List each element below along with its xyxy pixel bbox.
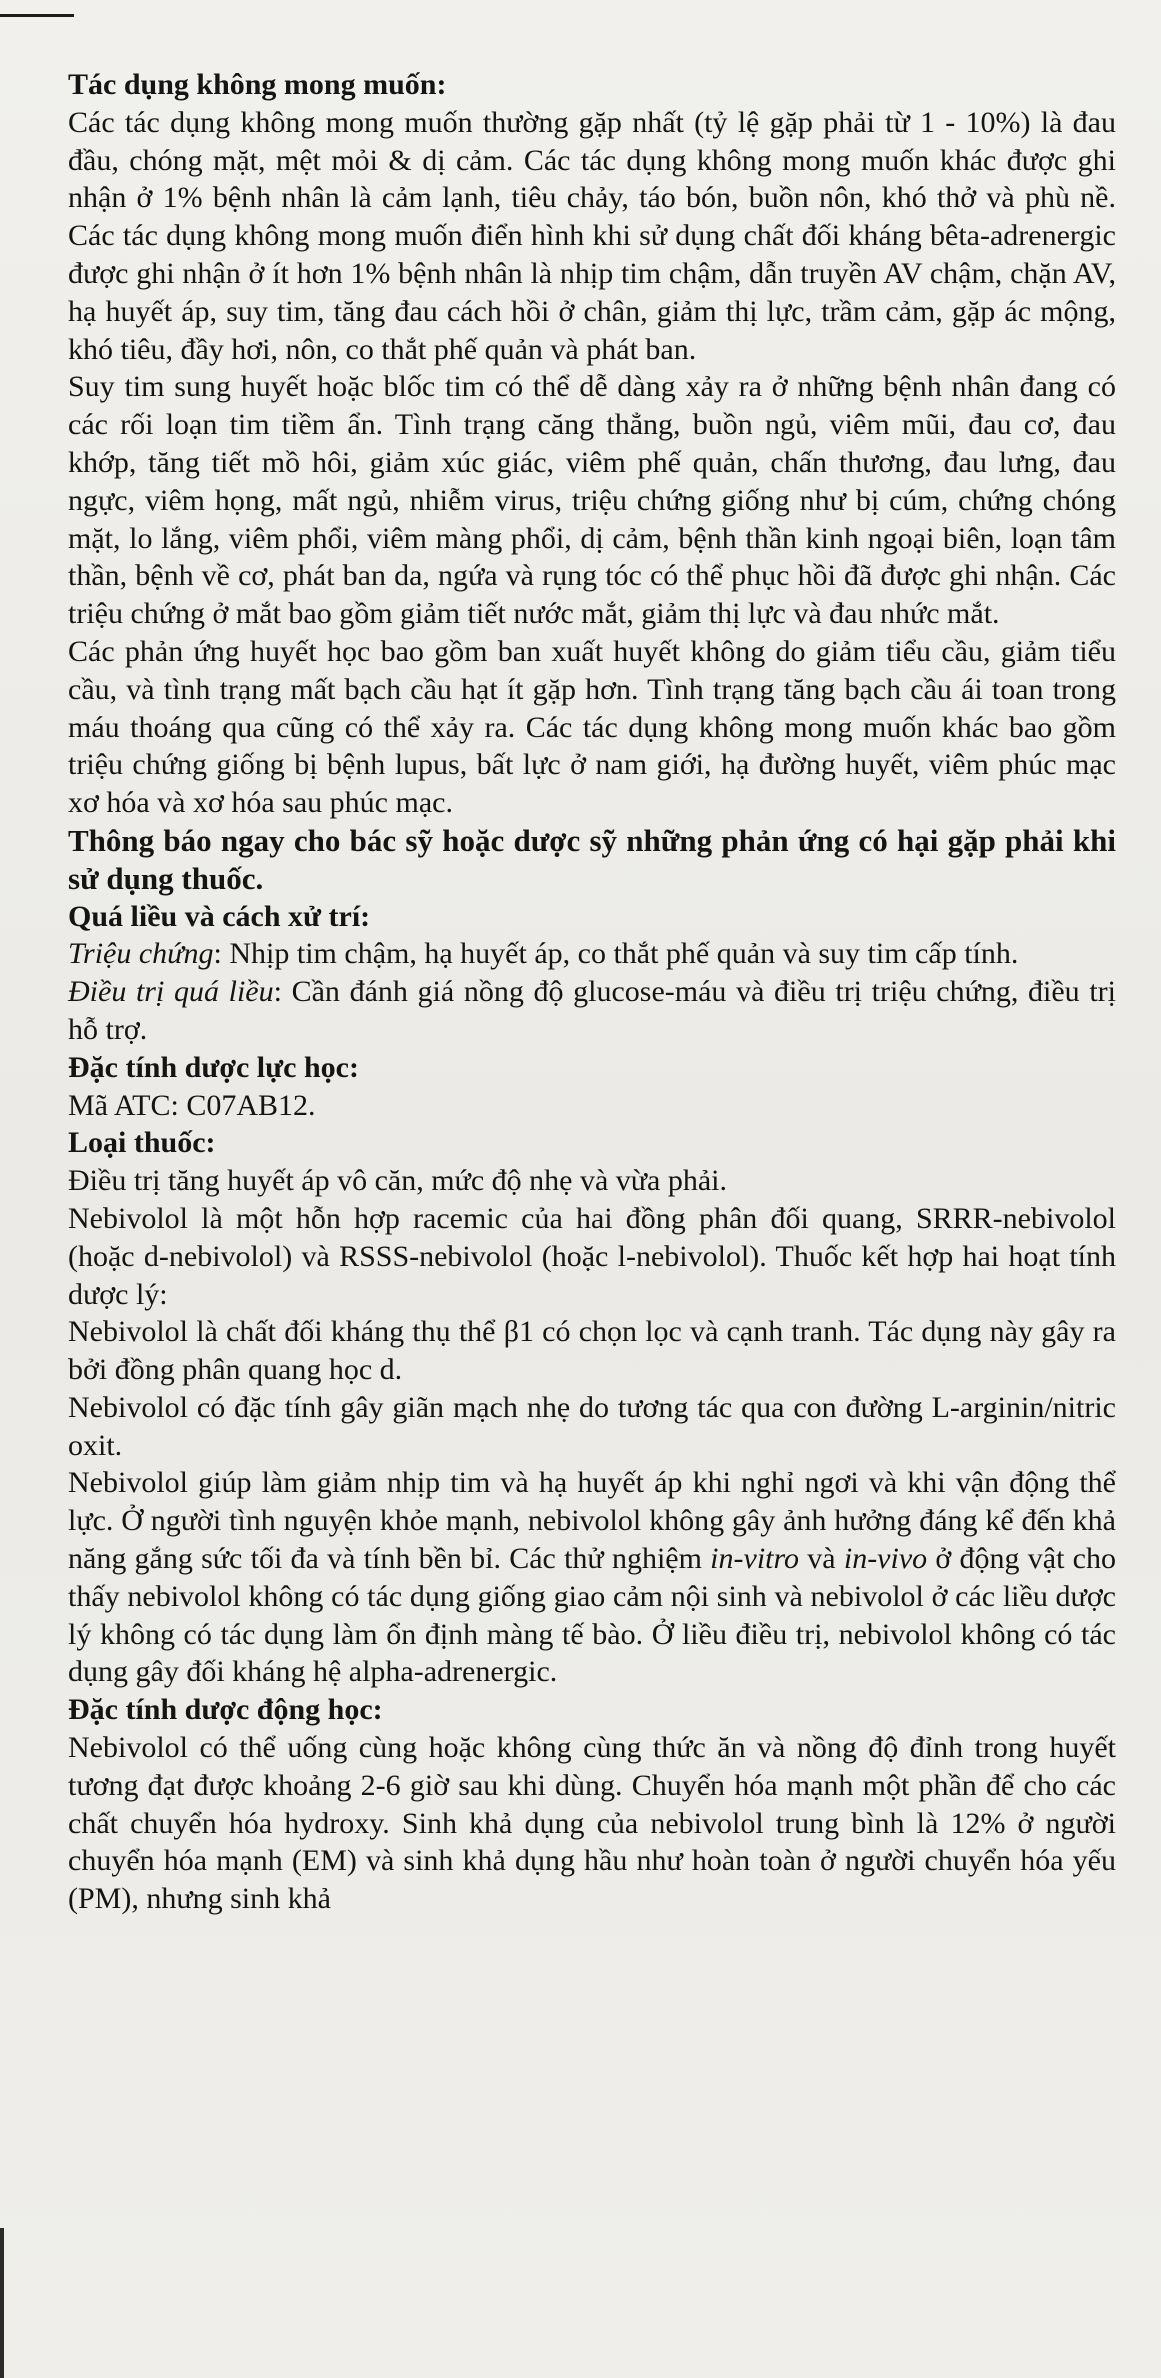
drug-class-paragraph-4: Nebivolol có đặc tính gây giãn mạch nhẹ do tương tác qua con đường L-arginin/nitric oxit. (68, 1390, 1116, 1462)
symptoms-label: Triệu chứng (68, 937, 214, 971)
drug-class-paragraph-2: Nebivolol là một hỗn hợp racemic của hai đồng phân đối quang, SRRR-nebivolol (hoặc d-nebivolol) và RSSS-nebivolol (hoặc l-nebivolol). Thuốc kết hợp hai hoạt tính dược lý: (68, 1201, 1116, 1311)
atc-code: Mã ATC: C07AB12. (68, 1088, 316, 1122)
pharmacokinetics-heading: Đặc tính dược động học: (68, 1693, 383, 1727)
treatment-label: Điều trị quá liều (68, 975, 274, 1009)
overdose-heading: Quá liều và cách xử trí: (68, 899, 371, 933)
in-vitro-term: in-vitro (710, 1542, 800, 1576)
adverse-effects-paragraph-3: Các phản ứng huyết học bao gồm ban xuất huyết không do giảm tiểu cầu, giảm tiểu cầu, và tình trạng mất bạch cầu hạt ít gặp hơn. Tình trạng tăng bạch cầu ái toan trong máu thoáng qua cũng có thể xảy ra. Các tác dụng không mong muốn khác bao gồm triệu chứng giống bị bệnh lupus, bất lực ở nam giới, hạ đường huyết, viêm phúc mạc xơ hóa và xơ hóa sau phúc mạc. (68, 634, 1116, 820)
adverse-effects-heading: Tác dụng không mong muốn: (68, 68, 447, 101)
overdose-symptoms (68, 935, 1116, 973)
drug-class-heading: Loại thuốc: (68, 1126, 216, 1160)
notice-text: Thông báo ngay cho bác sỹ hoặc dược sỹ những phản ứng có hại gặp phải khi sử dụng thuốc. (68, 822, 1116, 896)
pharmacokinetics-paragraph-1: Nebivolol có thể uống cùng hoặc không cùng thức ăn và nồng độ đỉnh trong huyết tương đạt được khoảng 2-6 giờ sau khi dùng. Chuyển hóa mạnh một phần để cho các chất chuyển hóa hydroxy. Sinh khả dụng của nebivolol trung bình là 12% ở người chuyển hóa mạnh (EM) và sinh khả dụng hầu như hoàn toàn ở người chuyển hóa yếu (PM), nhưng sinh khả (68, 1731, 1116, 1916)
treatment-text: : Cần đánh giá nồng độ glucose-máu và điều trị triệu chứng, điều trị hỗ trợ. (68, 975, 1116, 1046)
top-rule (0, 14, 74, 17)
in-vivo-term: in-vivo (843, 1542, 928, 1576)
drug-class-p5-end: ở động vật cho thấy nebivolol không có tác dụng giống giao cảm nội sinh và nebivolol ở các liều dược lý không có tác dụng làm ổn định màng tế bào. Ở liều điều trị, nebivolol không có tác dụng gây đối kháng hệ alpha-adrenergic. (68, 1542, 1116, 1689)
pharmacodynamics-heading: Đặc tính dược lực học: (68, 1050, 359, 1084)
overdose-treatment (68, 973, 1116, 1049)
drug-class-paragraph-5 (68, 1464, 1116, 1691)
conjunction-and: và (799, 1542, 844, 1576)
adverse-effects-paragraph-1: Các tác dụng không mong muốn thường gặp nhất (tỷ lệ gặp phải từ 1 - 10%) là đau đầu, chóng mặt, mệt mỏi & dị cảm. Các tác dụng không mong muốn khác được ghi nhận ở 1% bệnh nhân là cảm lạnh, tiêu chảy, táo bón, buồn nôn, khó thở và phù nề. Các tác dụng không mong muốn điển hình khi sử dụng chất đối kháng bêta-adrenergic được ghi nhận ở ít hơn 1% bệnh nhân là nhịp tim chậm, dẫn truyền AV chậm, chặn AV, hạ huyết áp, suy tim, tăng đau cách hồi ở chân, giảm thị lực, trầm cảm, gặp ác mộng, khó tiêu, đầy hơi, nôn, co thắt phế quản và phát ban. (68, 105, 1116, 366)
drug-class-p5-start: Nebivolol giúp làm giảm nhịp tim và hạ huyết áp khi nghỉ ngơi và khi vận động thể lực. Ở người tình nguyện khỏe mạnh, nebivolol không gây ảnh hưởng đáng kể đến khả năng gắng sức tối đa và tính bền bỉ. Các thử nghiệm (68, 1466, 1116, 1576)
document-content (68, 66, 1116, 1918)
left-edge-mark (0, 2228, 4, 2378)
drug-class-paragraph-1: Điều trị tăng huyết áp vô căn, mức độ nhẹ và vừa phải. (68, 1164, 727, 1198)
drug-class-paragraph-3: Nebivolol là chất đối kháng thụ thể β1 có chọn lọc và cạnh tranh. Tác dụng này gây ra bởi đồng phân quang học d. (68, 1315, 1116, 1387)
symptoms-text: : Nhịp tim chậm, hạ huyết áp, co thắt phế quản và suy tim cấp tính. (213, 937, 1019, 971)
adverse-effects-paragraph-2: Suy tim sung huyết hoặc blốc tim có thể dễ dàng xảy ra ở những bệnh nhân đang có các rối loạn tim tiềm ẩn. Tình trạng căng thẳng, buồn ngủ, viêm mũi, đau cơ, đau khớp, tăng tiết mồ hôi, giảm xúc giác, viêm phế quản, chấn thương, đau lưng, đau ngực, viêm họng, mất ngủ, nhiễm virus, triệu chứng giống như bị cúm, chứng chóng mặt, lo lắng, viêm phổi, viêm màng phổi, dị cảm, bệnh thần kinh ngoại biên, loạn tâm thần, bệnh về cơ, phát ban da, ngứa và rụng tóc có thể phục hồi đã được ghi nhận. Các triệu chứng ở mắt bao gồm giảm tiết nước mắt, giảm thị lực và đau nhức mắt. (68, 370, 1116, 631)
